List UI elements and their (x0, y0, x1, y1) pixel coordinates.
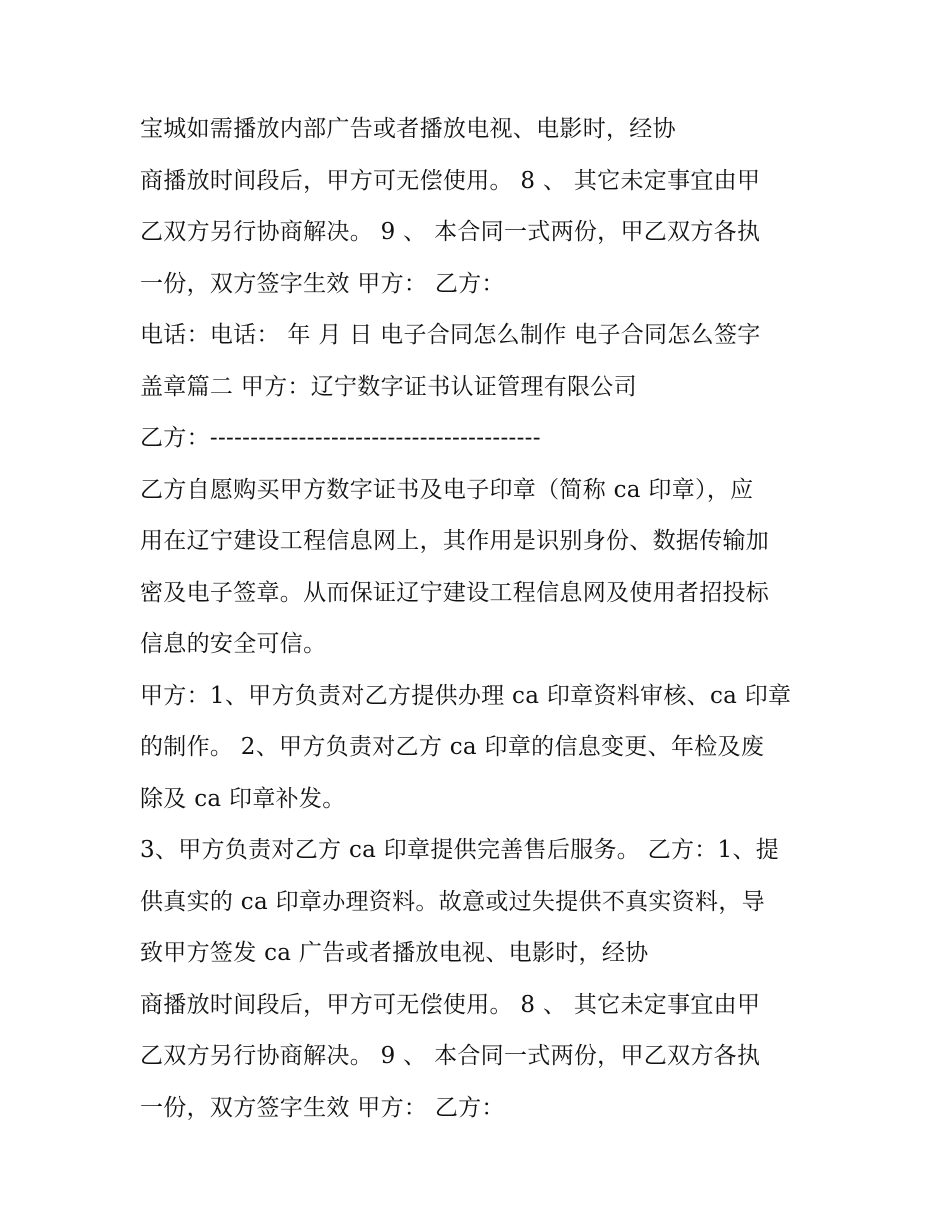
text-line: 乙方：----------------------------------------- (140, 425, 541, 451)
text-line: 用在辽宁建设工程信息网上，其作用是识别身份、数据传输加 (140, 528, 770, 554)
text-line: 一份，双方签字生效 甲方： 乙方： (140, 1094, 505, 1121)
text-line: 供真实的 ca 印章办理资料。故意或过失提供不真实资料，导 (140, 888, 765, 915)
text-line: 信息的安全可信。 (140, 631, 327, 657)
text-line: 的制作。 2、甲方负责对乙方 ca 印章的信息变更、年检及废 (140, 734, 765, 760)
text-line: 商播放时间段后，甲方可无偿使用。 8 、 其它未定事宜由甲 (140, 991, 761, 1018)
text-line: 甲方：1、甲方负责对乙方提供办理 ca 印章资料审核、ca 印章 (140, 682, 792, 709)
text-line: 密及电子签章。从而保证辽宁建设工程信息网及使用者招投标 (140, 579, 770, 606)
text-line: 一份，双方签字生效 甲方： 乙方： (140, 270, 505, 297)
text-line: 除及 ca 印章补发。 (140, 785, 346, 812)
text-line: 乙方自愿购买甲方数字证书及电子印章（简称 ca 印章），应 (140, 476, 754, 503)
text-line: 电话：电话： 年 月 日 电子合同怎么制作 电子合同怎么签字 (140, 322, 761, 348)
text-line: 致甲方签发 ca 广告或者播放电视、电影时，经协 (140, 940, 649, 966)
text-line: 乙双方另行协商解决。 9 、 本合同一式两份，甲乙双方各执 (140, 219, 761, 245)
text-line: 3、甲方负责对乙方 ca 印章提供完善售后服务。 乙方：1、提 (140, 837, 780, 863)
text-line: 乙双方另行协商解决。 9 、 本合同一式两份，甲乙双方各执 (140, 1043, 761, 1069)
text-line: 商播放时间段后，甲方可无偿使用。 8 、 其它未定事宜由甲 (140, 167, 761, 194)
contract-text (140, 104, 840, 1134)
text-line: 盖章篇二 甲方：辽宁数字证书认证管理有限公司 (140, 373, 637, 400)
text-line: 宝城如需播放内部广告或者播放电视、电影时，经协 (140, 116, 676, 142)
